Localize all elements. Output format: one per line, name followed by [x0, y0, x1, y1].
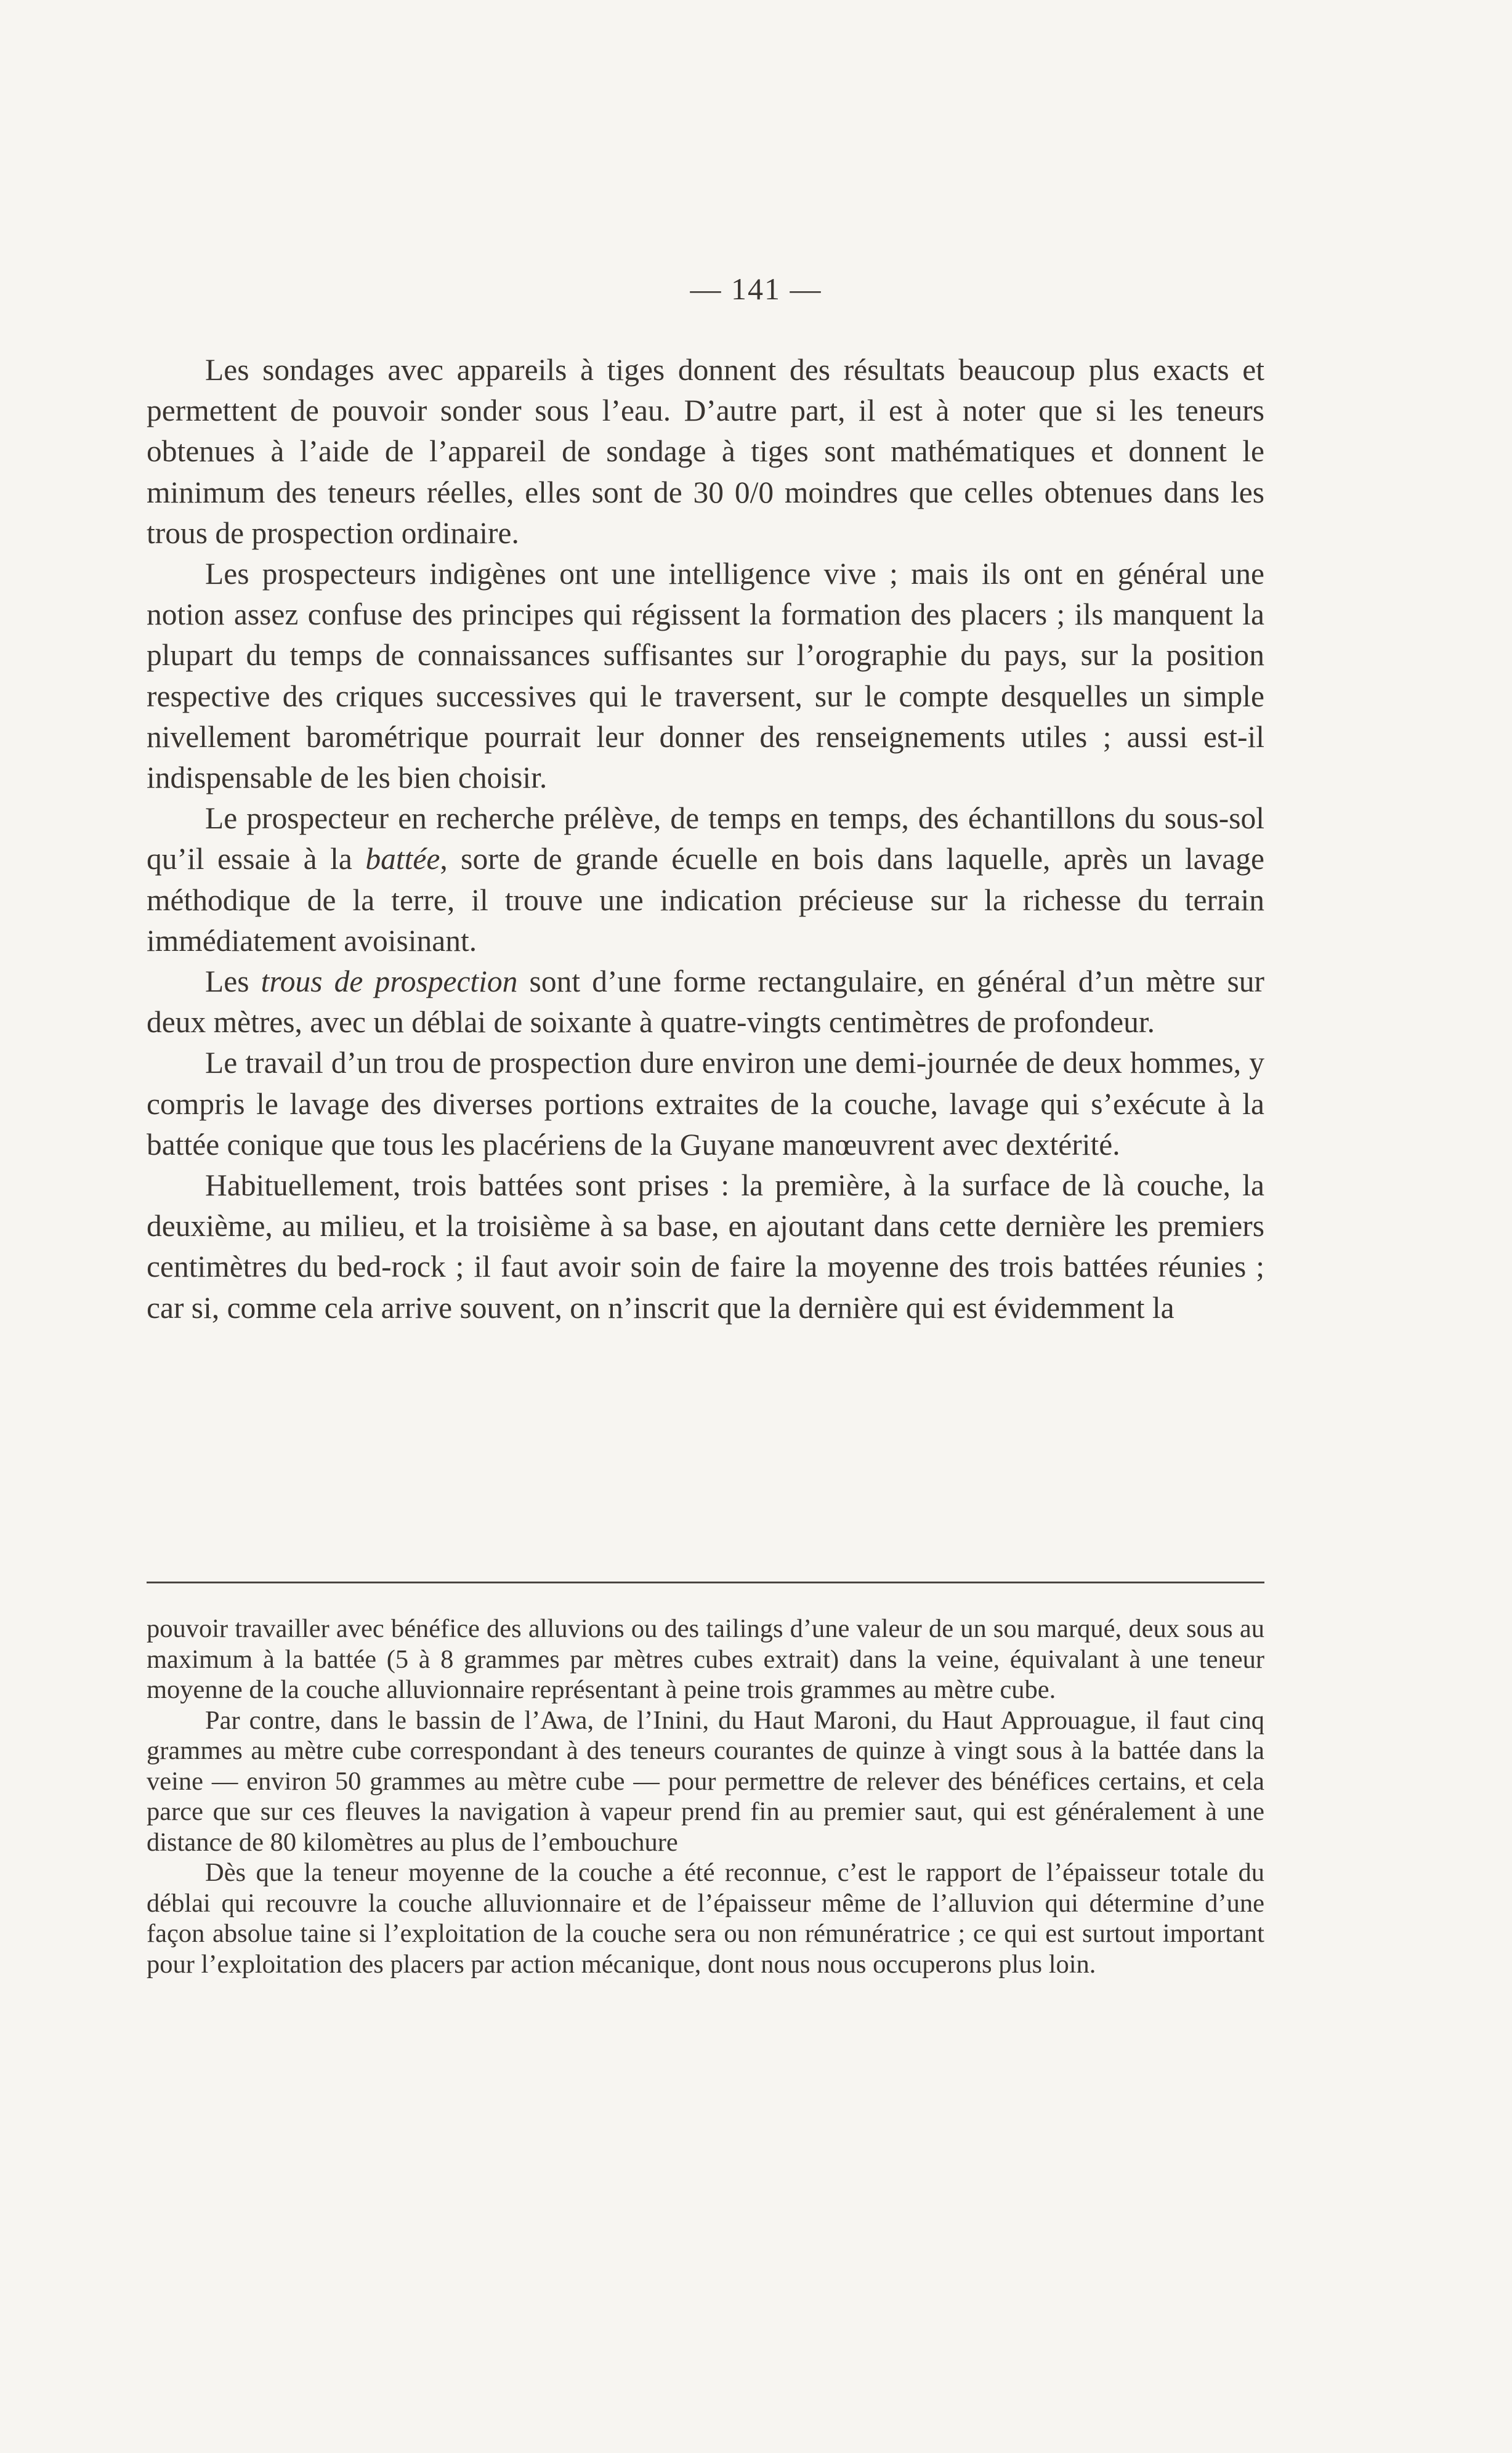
paragraph-trous: [147, 961, 1264, 1043]
footnote-divider: [147, 1582, 1264, 1583]
italic-term-battee: battée: [365, 842, 440, 876]
italic-term-trous: trous de prospection: [261, 964, 518, 999]
paragraph-text: Le prospecteur en recherche prélève, de temps en temps, des échantillons du sous-sol qu’il essaie à la: [147, 801, 1264, 876]
paragraph-text: , sorte de grande écuelle en bois dans laquelle, après un lavage méthodique de la terre, il trouve une indication précieuse sur la richesse du terrain immédiatement avoisinant.: [147, 842, 1265, 958]
footnote-paragraph: Par contre, dans le bassin de l’Awa, de l’Inini, du Haut Maroni, du Haut Approuague, il faut cinq grammes au mètre cube correspondant à des teneurs courantes de quinze à vingt sous à la battée dans la veine — environ 50 grammes au mètre cube — pour permettre de relever des bénéfices certains, et cela parce que sur ces fleuves la navigation à vapeur prend fin au premier saut, qui est généralement à une distance de 80 kilomètres au plus de l’embouchure: [147, 1705, 1264, 1857]
paragraph-prospecteurs: Les prospecteurs indigènes ont une intelligence vive ; mais ils ont en général une notion assez confuse des principes qui régissent la formation des placers ; ils manquent la plupart du temps de connaissances suffisantes sur l’orographie du pays, sur la position respective des criques successives qui le traversent, sur le compte desquelles un simple nivellement barométrique pourrait leur donner des renseignements utiles ; aussi est-il indispensable de les bien choisir.: [147, 557, 1264, 795]
footnotes: [147, 1614, 1264, 1979]
page-number: — 141 —: [690, 272, 822, 306]
paragraph-travail: Le travail d’un trou de prospection dure environ une demi-journée de deux hommes, y compris le lavage des diverses portions extraites de la couche, lavage qui s’exécute à la battée conique que tous les placériens de la Guyane manœuvrent avec dextérité.: [147, 1046, 1264, 1162]
main-text: [147, 350, 1264, 1328]
paragraph-prospecteur-recherche: [147, 798, 1264, 961]
paragraph-battees: Habituellement, trois battées sont prises : la première, à la surface de là couche, la deuxième, au milieu, et la troisième à sa base, en ajoutant dans cette dernière les premiers centimètres du bed-rock ; il faut avoir soin de faire la moyenne des trois battées réunies ; car si, comme cela arrive souvent, on n’inscrit que la dernière qui est évidemment la: [147, 1168, 1264, 1325]
paragraph-text: sont d’une forme rectangulaire, en général d’un mètre sur deux mètres, avec un déblai de soixante à quatre-vingts centimètres de profondeur.: [147, 964, 1264, 1040]
footnote-paragraph: Dès que la teneur moyenne de la couche a été reconnue, c’est le rapport de l’épaisseur totale du déblai qui recouvre la couche alluvionnaire et de l’épaisseur même de l’alluvion qui détermine d’une façon absolue taine si l’exploitation de la couche sera ou non rémunératrice ; ce qui est surtout important pour l’exploitation des placers par action mécanique, dont nous nous occuperons plus loin.: [147, 1858, 1264, 1979]
paragraph-text: Les: [205, 964, 261, 999]
paragraph-sondages: Les sondages avec appareils à tiges donnent des résultats beaucoup plus exacts et permettent de pouvoir sonder sous l’eau. D’autre part, il est à noter que si les teneurs obtenues à l’aide de l’appareil de sondage à tiges sont mathématiques et donnent le minimum des teneurs réelles, elles sont de 30 0/0 moindres que celles obtenues dans les trous de prospection ordinaire.: [147, 353, 1264, 550]
footnote-continuation: pouvoir travailler avec bénéfice des alluvions ou des tailings d’une valeur de un sou marqué, deux sous au maximum à la battée (5 à 8 grammes par mètres cubes extrait) dans la veine, équivalant à une teneur moyenne de la couche alluvionnaire représentant à peine trois grammes au mètre cube.: [147, 1614, 1264, 1704]
